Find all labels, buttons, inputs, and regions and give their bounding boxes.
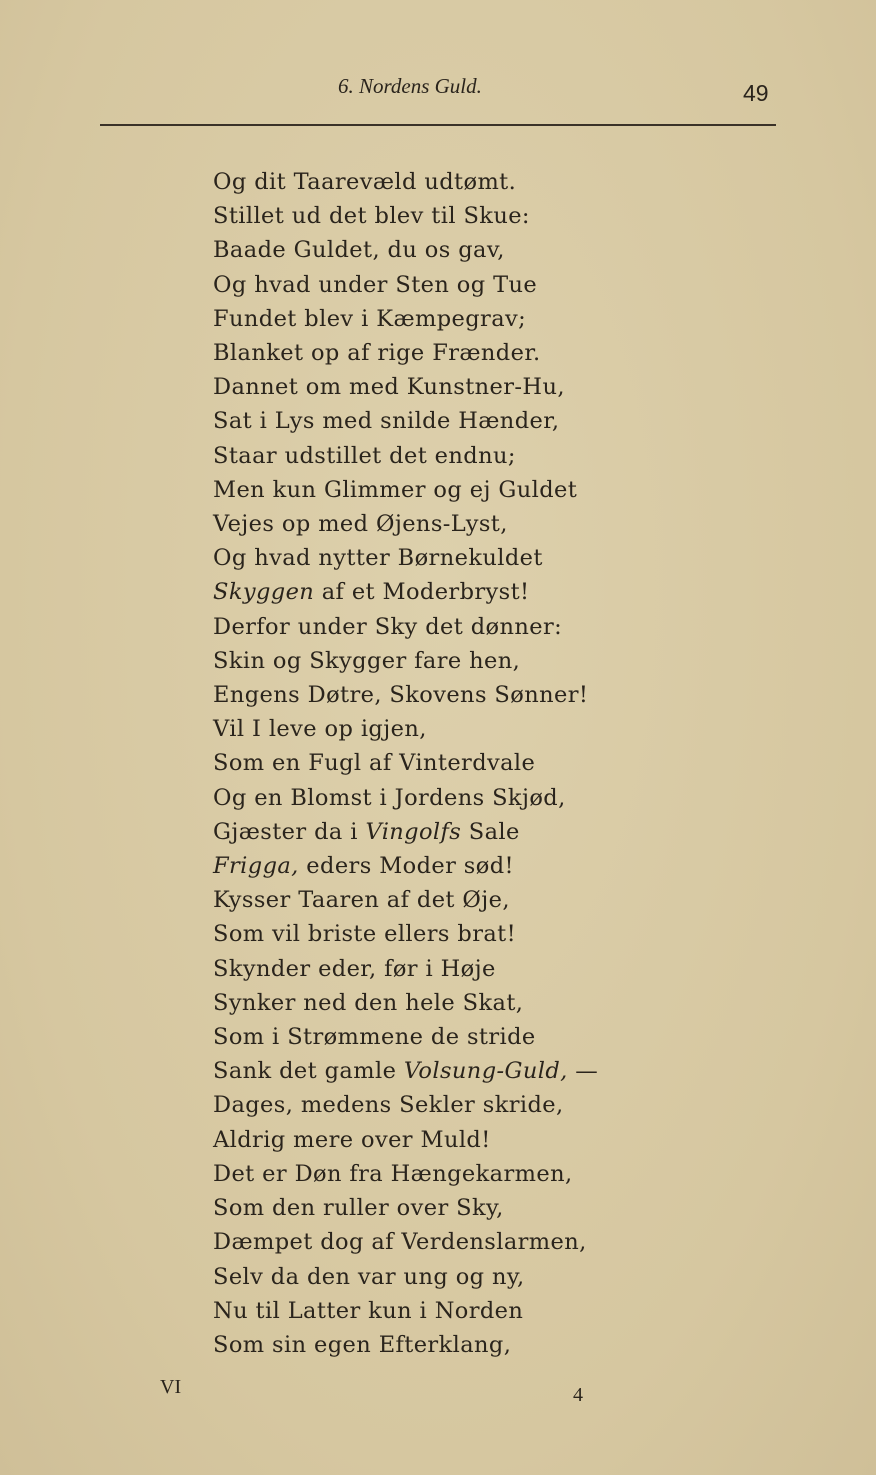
poem-line — [213, 473, 598, 507]
italic-text: Volsung-Guld, — [403, 1058, 568, 1085]
line-text: Som vil briste ellers brat! — [213, 921, 517, 948]
line-text: eders Moder sød! — [298, 853, 514, 880]
italic-text: Frigga, — [213, 853, 299, 880]
poem-line — [213, 302, 598, 336]
line-text: Men kun Glimmer og ej Guldet — [213, 476, 578, 503]
poem-line — [213, 781, 598, 815]
poem-line — [213, 712, 598, 746]
poem-text — [213, 165, 598, 1362]
page-header — [0, 74, 876, 104]
signature-number: 4 — [573, 1384, 583, 1406]
poem-line — [213, 952, 598, 986]
poem-line — [213, 370, 598, 404]
line-text: Som sin egen Efterklang, — [213, 1331, 512, 1358]
line-text: Fundet blev i Kæmpegrav; — [213, 305, 527, 332]
header-rule — [100, 124, 776, 126]
line-text: Stillet ud det blev til Skue: — [213, 203, 530, 230]
line-text: Blanket op af rige Frænder. — [213, 340, 541, 367]
line-text: Som den ruller over Sky, — [213, 1195, 504, 1222]
line-text: Som i Strømmene de stride — [213, 1024, 536, 1051]
poem-line — [213, 1294, 598, 1328]
running-title: 6. Nordens Guld. — [338, 74, 482, 98]
line-text: Selv da den var ung og ny, — [213, 1263, 525, 1290]
poem-line — [213, 336, 598, 370]
poem-line — [213, 268, 598, 302]
line-text: Vil I leve op igjen, — [213, 716, 427, 743]
page-number: 49 — [743, 80, 769, 106]
poem-line — [213, 507, 598, 541]
line-text: Og hvad nytter Børnekuldet — [213, 545, 543, 572]
poem-line — [213, 199, 598, 233]
poem-line — [213, 1088, 598, 1122]
italic-text: Skyggen — [213, 579, 315, 606]
line-text: Aldrig mere over Muld! — [213, 1126, 491, 1153]
line-text: af et Moderbryst! — [314, 579, 530, 606]
line-text: Dannet om med Kunstner-Hu, — [213, 374, 565, 401]
line-text: Sat i Lys med snilde Hænder, — [213, 408, 560, 435]
line-text: Sank det gamle — [213, 1058, 404, 1085]
poem-line — [213, 678, 598, 712]
line-text: Og en Blomst i Jordens Skjød, — [213, 784, 566, 811]
poem-line — [213, 233, 598, 267]
poem-line — [213, 644, 598, 678]
signature-mark: VI — [160, 1376, 182, 1398]
line-text: Engens Døtre, Skovens Sønner! — [213, 682, 589, 709]
line-text: Sale — [461, 818, 520, 845]
line-text: Nu til Latter kun i Norden — [213, 1297, 524, 1324]
italic-text: Vingolfs — [365, 818, 462, 845]
poem-line — [213, 1157, 598, 1191]
line-text: Dages, medens Sekler skride, — [213, 1092, 564, 1119]
poem-line — [213, 1191, 598, 1225]
line-text: Skynder eder, før i Høje — [213, 955, 496, 982]
line-text: Og dit Taarevæld udtømt. — [213, 169, 517, 195]
line-text: Skin og Skygger fare hen, — [213, 647, 521, 674]
poem-line — [213, 1260, 598, 1294]
line-text: Kysser Taaren af det Øje, — [213, 887, 510, 914]
line-text: Dæmpet dog af Verdenslarmen, — [213, 1229, 587, 1256]
poem-line — [213, 1328, 598, 1362]
poem-line — [213, 883, 598, 917]
poem-line — [213, 986, 598, 1020]
poem-line — [213, 165, 598, 199]
poem-line — [213, 404, 598, 438]
poem-line — [213, 541, 598, 575]
line-text: Det er Døn fra Hængekarmen, — [213, 1160, 573, 1187]
line-text: Som en Fugl af Vinterdvale — [213, 750, 536, 777]
line-text: Gjæster da i — [213, 818, 366, 845]
line-text: Og hvad under Sten og Tue — [213, 271, 538, 298]
poem-line — [213, 917, 598, 951]
poem-line — [213, 1020, 598, 1054]
poem-line — [213, 439, 598, 473]
poem-line — [213, 1123, 598, 1157]
line-text: Synker ned den hele Skat, — [213, 989, 524, 1016]
line-text: Vejes op med Øjens-Lyst, — [213, 511, 508, 538]
line-text: — — [567, 1058, 599, 1085]
poem-line — [213, 610, 598, 644]
line-text: Derfor under Sky det dønner: — [213, 613, 563, 640]
poem-line — [213, 575, 598, 609]
poem-line — [213, 1225, 598, 1259]
poem-line — [213, 1054, 598, 1088]
poem-line — [213, 746, 598, 780]
poem-line — [213, 849, 598, 883]
poem-line — [213, 815, 598, 849]
line-text: Baade Guldet, du os gav, — [213, 237, 505, 264]
line-text: Staar udstillet det endnu; — [213, 442, 516, 469]
